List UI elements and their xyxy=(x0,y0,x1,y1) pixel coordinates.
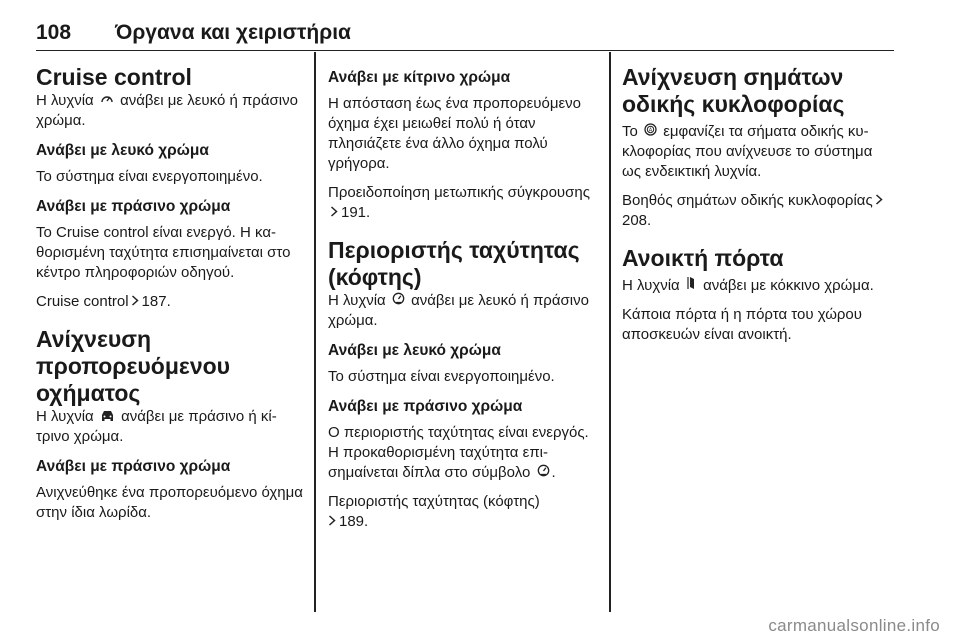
cross-reference xyxy=(36,292,304,312)
text: Το xyxy=(622,123,638,140)
limiter-green-paragraph xyxy=(328,423,600,483)
page-reference-arrow-icon xyxy=(875,191,883,211)
page-link[interactable]: 208. xyxy=(622,212,652,229)
subheading-yellow: Ανάβει με κίτρινο χρώμα xyxy=(328,69,511,86)
door-intro xyxy=(622,276,894,296)
section-title-speed-limiter xyxy=(328,237,600,291)
title-line: (κόφτης) xyxy=(328,264,422,290)
cross-reference xyxy=(622,191,894,231)
paragraph: Το Cruise control είναι ενεργό. Η καθορισμένη ταχύτητα επισημαίνεται στο κέντρο πληροφοριών οδηγού. xyxy=(36,224,291,281)
vehicle-ahead-icon xyxy=(100,407,115,427)
traffic-sign-icon xyxy=(644,122,657,142)
vehicle-intro xyxy=(36,407,304,447)
column-1 xyxy=(36,64,304,532)
paragraph: Το σύστημα είναι ενεργοποιημένο. xyxy=(328,368,555,385)
text: ανάβει με κόκκινο χρώμα. xyxy=(703,277,874,294)
page-link[interactable]: 187. xyxy=(141,293,171,310)
column-2 xyxy=(328,64,600,541)
section-title-vehicle-ahead xyxy=(36,326,304,407)
speed-limiter-icon xyxy=(392,291,405,311)
limiter-intro xyxy=(328,291,600,331)
page-reference-arrow-icon xyxy=(330,203,338,223)
page-reference-arrow-icon xyxy=(131,292,139,312)
cross-reference xyxy=(328,492,600,532)
paragraph: Κάποια πόρτα ή η πόρτα του χώρου αποσκευών είναι ανοικτή. xyxy=(622,306,862,343)
paragraph: Ανιχνεύθηκε ένα προπορευόμενο όχημα στην ίδια λωρίδα. xyxy=(36,484,303,521)
text: Περιοριστής ταχύτητας (κόφτης) xyxy=(328,493,540,510)
text: Η λυχνία xyxy=(36,92,94,109)
paragraph: Η απόσταση έως ένα προπορευόμενο όχημα έχει μειωθεί πολύ ή όταν πλησιάζετε ένα άλλο όχημα πολύ γρήγορα. xyxy=(328,95,582,172)
text: Ο περιοριστής ταχύτητας είναι ενεργός. Η προκαθορισμένη ταχύτητα επισημαίνεται δίπλα στο σύμβολο xyxy=(328,424,589,481)
subheading-white: Ανάβει με λευκό χρώμα xyxy=(36,142,209,159)
column-3 xyxy=(622,64,894,354)
speed-limiter-icon xyxy=(537,463,550,483)
page-reference-arrow-icon xyxy=(328,512,336,532)
signs-intro xyxy=(622,122,894,182)
text: Η λυχνία xyxy=(328,292,386,309)
page-link[interactable]: 191. xyxy=(341,204,371,221)
paragraph: Το σύστημα είναι ενεργοποιημένο. xyxy=(36,168,263,185)
page-number: 108 xyxy=(36,21,72,44)
text: Cruise control xyxy=(36,293,129,310)
cruise-control-icon xyxy=(100,91,114,111)
column-divider xyxy=(609,52,611,612)
text: ανάβει με λευκό ή πράσινο χρώμα. xyxy=(36,92,298,129)
text: εμφανίζει τα σήματα οδικής κυκλοφορίας που ανίχνευσε το σύστημα ως ενδεικτική λυχνία. xyxy=(622,123,873,180)
page-header xyxy=(36,12,894,51)
cruise-intro xyxy=(36,91,304,131)
subheading-green: Ανάβει με πράσινο χρώμα xyxy=(36,458,231,475)
text: Η λυχνία xyxy=(36,408,94,425)
title-line: προπορευόμενου οχήματος xyxy=(36,353,231,406)
text: . xyxy=(551,464,556,481)
watermark: carmanualsonline.info xyxy=(768,616,940,635)
text: ανάβει με πράσινο ή κίτρινο χρώμα. xyxy=(36,408,277,445)
text: ανάβει με λευκό ή πράσινο χρώμα. xyxy=(328,292,589,329)
door-open-icon xyxy=(686,276,697,296)
column-divider xyxy=(314,52,316,612)
subheading-green: Ανάβει με πράσινο χρώμα xyxy=(328,398,523,415)
subheading-green: Ανάβει με πράσινο χρώμα xyxy=(36,198,231,215)
title-line: Περιοριστής ταχύτητας xyxy=(328,237,580,263)
section-title-door-open: Ανοικτή πόρτα xyxy=(622,245,784,271)
cross-reference xyxy=(328,183,600,223)
subheading-white: Ανάβει με λευκό χρώμα xyxy=(328,342,501,359)
section-title-cruise-control: Cruise control xyxy=(36,64,192,90)
text: Προειδοποίηση μετωπικής σύγκρουσης xyxy=(328,184,590,201)
text: Βοηθός σημάτων οδικής κυκλοφορίας xyxy=(622,192,873,209)
page-link[interactable]: 189. xyxy=(339,513,369,530)
svg-text:A: A xyxy=(648,127,653,134)
title-line: Ανίχνευση xyxy=(36,326,152,352)
chapter-title: Όργανα και χειριστήρια xyxy=(115,21,351,44)
text: Η λυχνία xyxy=(622,277,680,294)
section-title-traffic-signs: Ανίχνευση σημάτων οδικής κυκλοφορίας xyxy=(622,64,845,117)
